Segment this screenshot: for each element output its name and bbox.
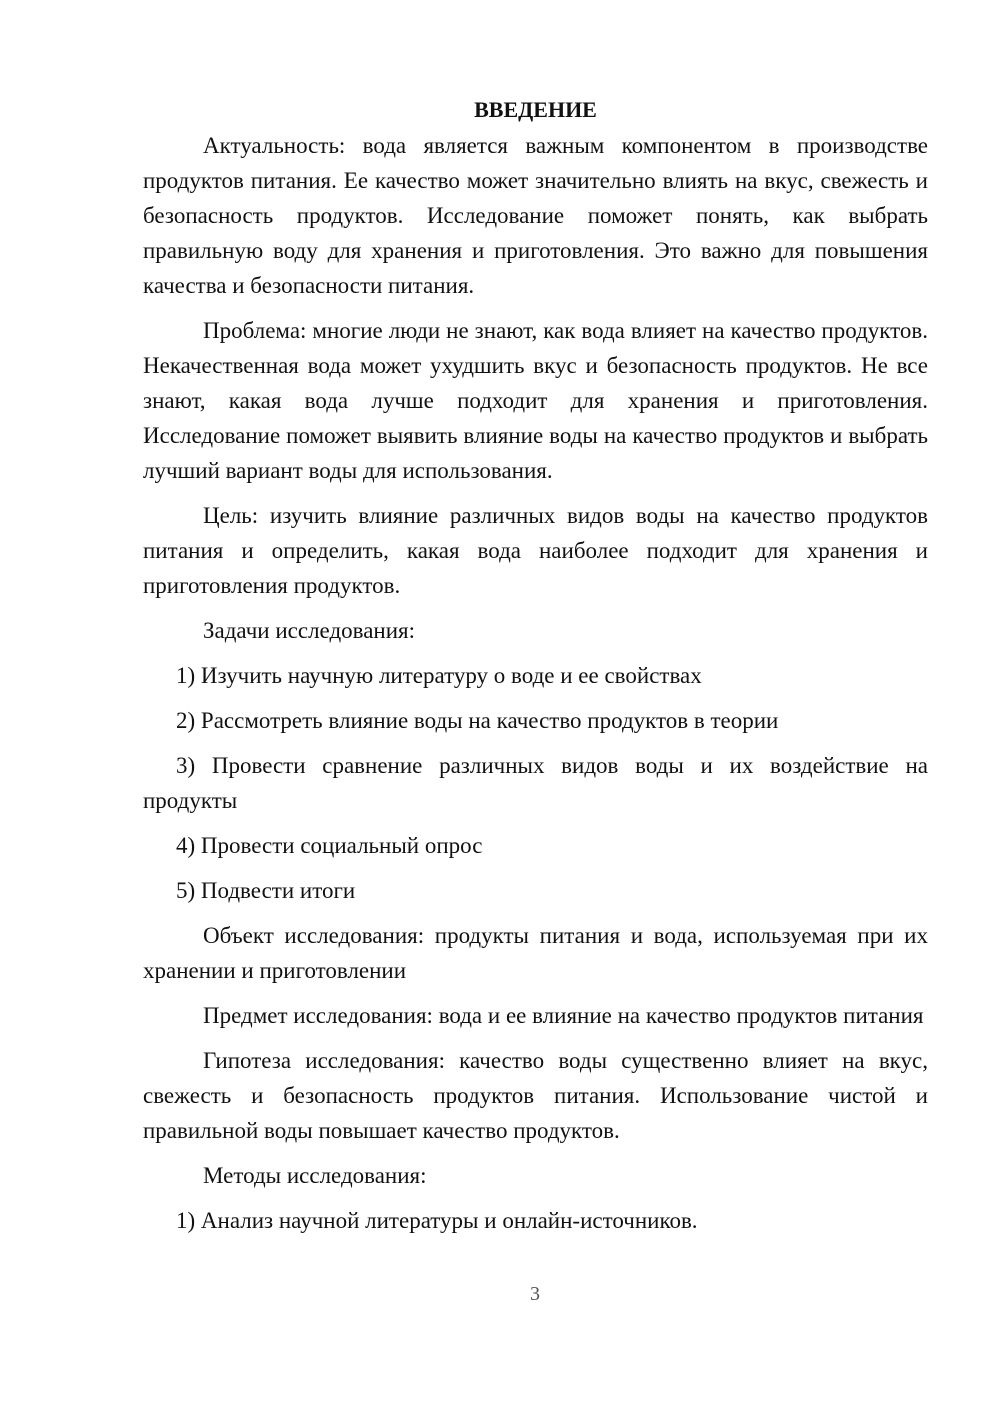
problem-paragraph: Проблема: многие люди не знают, как вода влияет на качество продуктов. Некачественная вода может ухудшить вкус и безопасность продуктов. Не все знают, какая вода лучше подходит для хранения и приготовления. Исследование поможет выявить влияние воды на качество продуктов и выбрать лучший вариант воды для использования.	[143, 318, 928, 483]
task-item: 2) Рассмотреть влияние воды на качество продуктов в теории	[176, 708, 779, 733]
method-item: 1) Анализ научной литературы и онлайн-источников.	[176, 1208, 698, 1233]
goal-paragraph: Цель: изучить влияние различных видов воды на качество продуктов питания и определить, какая вода наиболее подходит для хранения и приготовления продуктов.	[143, 503, 928, 598]
methods-title: Методы исследования:	[203, 1163, 427, 1188]
relevance-paragraph: Актуальность: вода является важным компонентом в производстве продуктов питания. Ее качество может значительно влиять на вкус, свежесть и безопасность продуктов. Исследование поможет понять, как выбрать правильную воду для хранения и приготовления. Это важно для повышения качества и безопасности питания.	[143, 133, 928, 298]
page-content	[143, 92, 928, 1248]
task-item: 5) Подвести итоги	[176, 878, 356, 903]
object-paragraph: Объект исследования: продукты питания и вода, используемая при их хранении и приготовлении	[143, 923, 928, 983]
task-item: 4) Провести социальный опрос	[176, 833, 483, 858]
subject-paragraph: Предмет исследования: вода и ее влияние на качество продуктов питания	[203, 1003, 924, 1028]
task-item: 1) Изучить научную литературу о воде и ее свойствах	[176, 663, 702, 688]
tasks-title: Задачи исследования:	[203, 618, 416, 643]
hypothesis-paragraph: Гипотеза исследования: качество воды существенно влияет на вкус, свежесть и безопасность продуктов питания. Использование чистой и правильной воды повышает качество продуктов.	[143, 1048, 928, 1143]
section-heading: ВВЕДЕНИЕ	[474, 97, 597, 122]
task-item: 3) Провести сравнение различных видов воды и их воздействие на продукты	[143, 753, 928, 813]
page-number: 3	[530, 1283, 540, 1305]
